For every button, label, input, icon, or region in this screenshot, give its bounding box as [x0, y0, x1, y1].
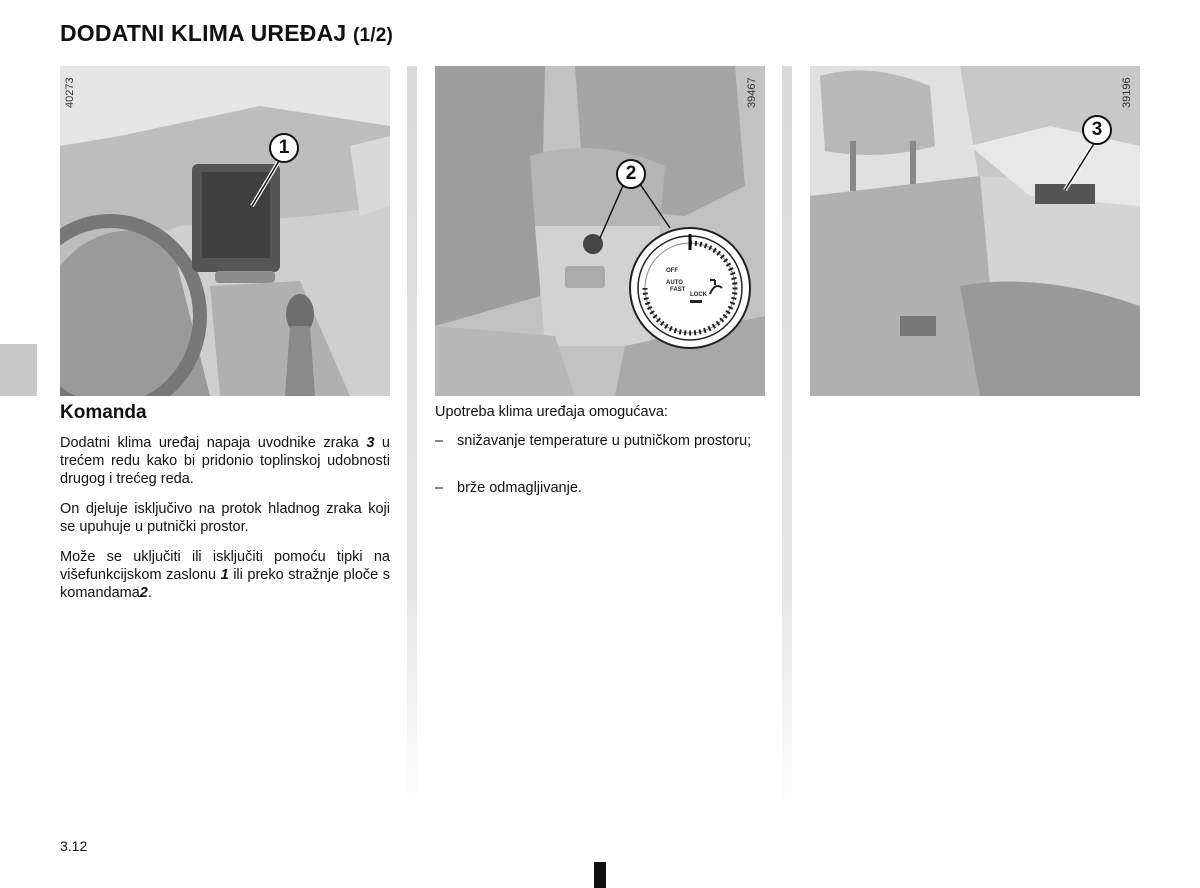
page-edge-mark [594, 862, 606, 888]
bullet-dash: – [435, 433, 444, 449]
bullet-text: brže odmagljivanje. [457, 480, 582, 496]
bullet-text: snižavanje temperature u putničkom prostoru; [457, 433, 752, 449]
figure-dashboard [60, 66, 390, 396]
page-title [60, 20, 393, 47]
ref-3: 3 [366, 435, 375, 451]
bullet-item [435, 479, 765, 497]
title-main: DODATNI KLIMA UREĐAJ [60, 20, 347, 46]
paragraph-1 [60, 434, 390, 488]
paragraph-1-text-b: u trećem redu kako bi pridonio toplinskoj udobnosti drugog i trećeg reda. [60, 435, 390, 487]
paragraph-1-text-a: Dodatni klima uređaj napaja uvodnike zraka [60, 435, 367, 451]
knob-label-fast: FAST [670, 287, 686, 293]
dashboard-illustration [60, 66, 390, 396]
section-heading: Komanda [60, 402, 147, 423]
paragraph-2: On djeluje isključivo na protok hladnog zraka koji se upuhuje u putnički prostor. [60, 501, 390, 535]
knob-label-auto: AUTO [666, 280, 683, 286]
callout-1: 1 [269, 133, 299, 163]
figure-code: 40273 [64, 77, 76, 108]
figure-third-row-vent [810, 66, 1140, 396]
ref-2: 2 [139, 585, 148, 601]
title-part: (1/2) [352, 25, 394, 46]
page-number: 3.12 [60, 838, 88, 854]
bullet-item [435, 432, 765, 450]
ref-1: 1 [220, 567, 229, 583]
bullet-dash: – [435, 480, 444, 496]
callout-2: 2 [616, 159, 646, 189]
figure-code: 39196 [1121, 77, 1133, 108]
chapter-tab [0, 344, 37, 396]
rear-console-illustration [435, 66, 765, 396]
column2-intro: Upotreba klima uređaja omogućava: [435, 404, 668, 420]
paragraph-3-text-a: Može se uključiti ili isključiti pomoću tipki na višefunkcijskom zaslonu [60, 549, 390, 583]
paragraph-3-text-c: . [147, 585, 152, 601]
paragraph-3-text-b: ili preko stražnje ploče s komandama [60, 567, 390, 601]
knob-label-lock: LOCK [690, 292, 707, 298]
callout-3: 3 [1082, 115, 1112, 145]
knob-label-off: OFF [666, 268, 678, 274]
knob-labels [666, 268, 685, 294]
figure-code: 39467 [746, 77, 758, 108]
paragraph-3 [60, 548, 390, 602]
column-divider-1 [407, 66, 417, 816]
column-divider-2 [782, 66, 792, 816]
figure-rear-console [435, 66, 765, 396]
